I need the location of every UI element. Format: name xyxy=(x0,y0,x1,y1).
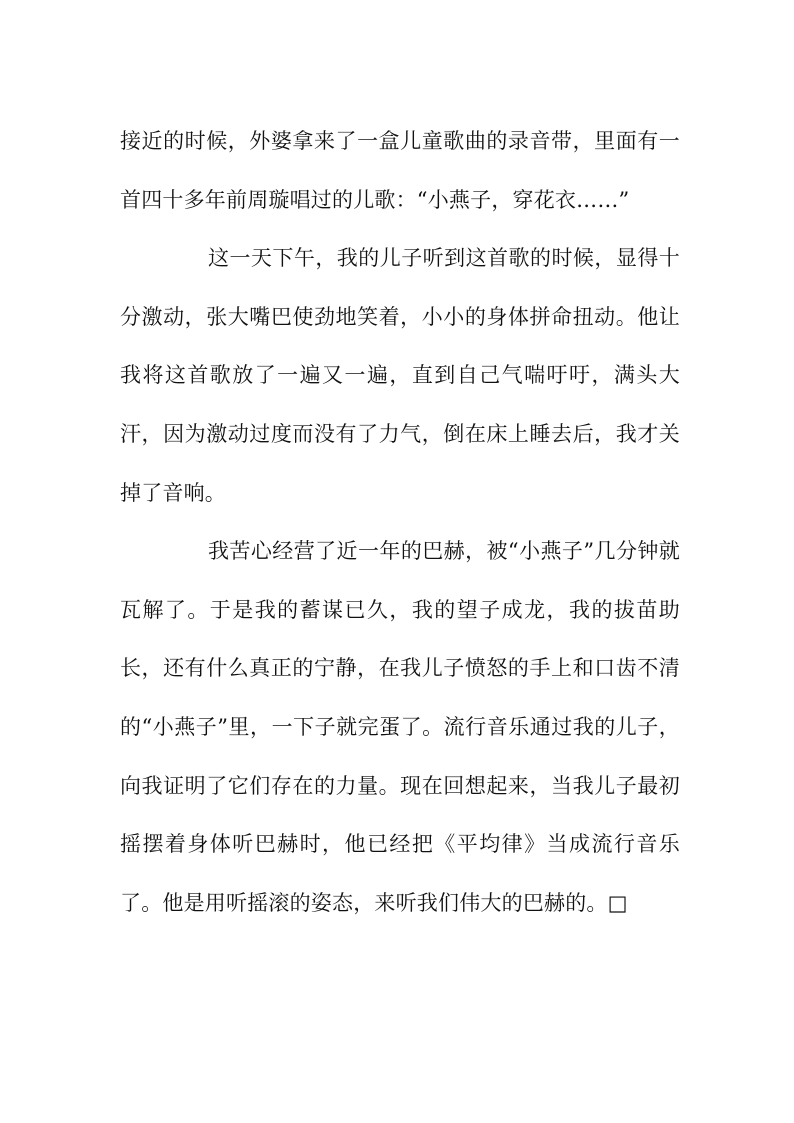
paragraph-3: 我苦心经营了近一年的巴赫，被“小燕子”几分钟就瓦解了。于是我的蓄谋已久，我的望子成龙，我的拔苗助长，还有什么真正的宁静，在我儿子愤怒的手上和口齿不清的“小燕子”里，一下子就完蛋了。流行音乐通过我的儿子，向我证明了它们存在的力量。现在回想起来，当我儿子最初摇摆着身体听巴赫时，他已经把《平均律》当成流行音乐了。他是用听摇滚的姿态，来听我们伟大的巴赫的。□ xyxy=(120,539,680,915)
document-body xyxy=(120,112,680,932)
paragraph-1: 接近的时候，外婆拿来了一盒儿童歌曲的录音带，里面有一首四十多年前周璇唱过的儿歌：“小燕子，穿花衣……” xyxy=(120,129,680,212)
paragraph-2: 这一天下午，我的儿子听到这首歌的时候，显得十分激动，张大嘴巴使劲地笑着，小小的身体拼命扭动。他让我将这首歌放了一遍又一遍，直到自己气喘吁吁，满头大汗，因为激动过度而没有了力气，倒在床上睡去后，我才关掉了音响。 xyxy=(120,246,680,505)
